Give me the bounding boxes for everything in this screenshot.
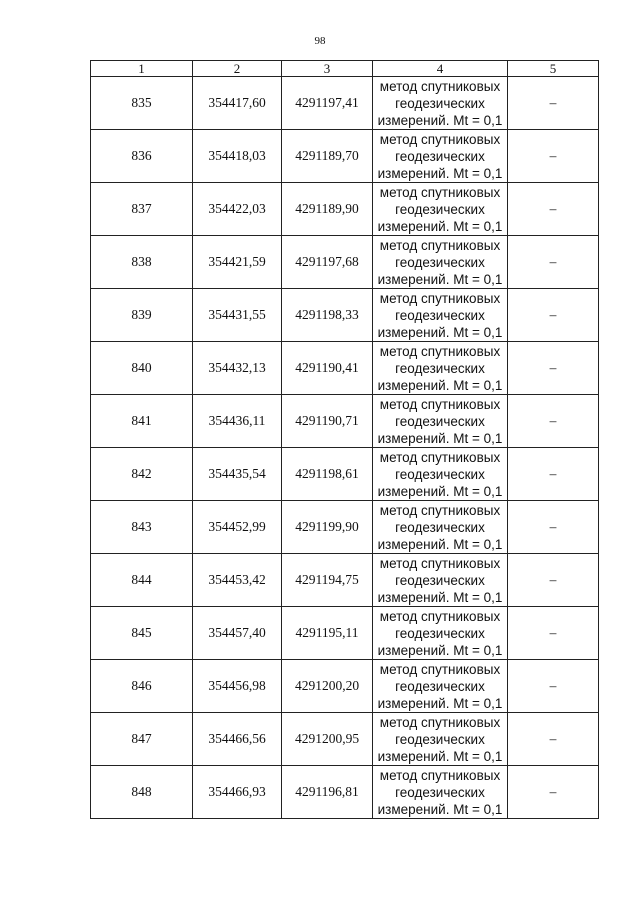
method-cell — [373, 183, 508, 236]
table-row — [91, 183, 599, 236]
y-coordinate-cell: 4291189,90 — [282, 183, 373, 236]
method-cell — [373, 130, 508, 183]
point-number-cell: 841 — [91, 395, 193, 448]
method-line: геодезических — [395, 466, 485, 482]
column-header-2: 2 — [193, 61, 282, 77]
method-line: геодезических — [395, 784, 485, 800]
method-line: метод спутниковых — [379, 131, 501, 147]
method-line: метод спутниковых — [379, 608, 501, 624]
method-line: геодезических — [395, 625, 485, 641]
method-line: геодезических — [395, 148, 485, 164]
note-cell: – — [508, 289, 599, 342]
x-coordinate-cell: 354418,03 — [193, 130, 282, 183]
method-cell — [373, 342, 508, 395]
note-cell: – — [508, 607, 599, 660]
method-line: измерений. Mt = 0,1 — [377, 748, 503, 764]
table-row — [91, 554, 599, 607]
method-line: метод спутниковых — [379, 184, 501, 200]
y-coordinate-cell: 4291189,70 — [282, 130, 373, 183]
note-cell: – — [508, 660, 599, 713]
table-row — [91, 660, 599, 713]
y-coordinate-cell: 4291190,71 — [282, 395, 373, 448]
method-cell — [373, 448, 508, 501]
point-number-cell: 840 — [91, 342, 193, 395]
point-number-cell: 846 — [91, 660, 193, 713]
coordinates-table — [90, 60, 599, 819]
note-cell: – — [508, 395, 599, 448]
table-row — [91, 342, 599, 395]
table-row — [91, 607, 599, 660]
method-line: геодезических — [395, 254, 485, 270]
x-coordinate-cell: 354432,13 — [193, 342, 282, 395]
column-header-5: 5 — [508, 61, 599, 77]
point-number-cell: 837 — [91, 183, 193, 236]
x-coordinate-cell: 354457,40 — [193, 607, 282, 660]
note-cell: – — [508, 448, 599, 501]
x-coordinate-cell: 354453,42 — [193, 554, 282, 607]
point-number-cell: 845 — [91, 607, 193, 660]
method-line: геодезических — [395, 572, 485, 588]
table-row — [91, 448, 599, 501]
method-line: измерений. Mt = 0,1 — [377, 218, 503, 234]
y-coordinate-cell: 4291200,20 — [282, 660, 373, 713]
method-line: метод спутниковых — [379, 290, 501, 306]
point-number-cell: 838 — [91, 236, 193, 289]
method-line: метод спутниковых — [379, 396, 501, 412]
y-coordinate-cell: 4291198,33 — [282, 289, 373, 342]
method-line: измерений. Mt = 0,1 — [377, 536, 503, 552]
note-cell: – — [508, 183, 599, 236]
note-cell: – — [508, 554, 599, 607]
page-number: 98 — [314, 35, 326, 47]
method-line: геодезических — [395, 95, 485, 111]
method-line: измерений. Mt = 0,1 — [377, 165, 503, 181]
x-coordinate-cell: 354452,99 — [193, 501, 282, 554]
method-line: метод спутниковых — [379, 555, 501, 571]
note-cell: – — [508, 77, 599, 130]
table-row — [91, 289, 599, 342]
x-coordinate-cell: 354466,93 — [193, 766, 282, 819]
note-cell: – — [508, 342, 599, 395]
y-coordinate-cell: 4291198,61 — [282, 448, 373, 501]
table-row — [91, 77, 599, 130]
y-coordinate-cell: 4291194,75 — [282, 554, 373, 607]
method-line: измерений. Mt = 0,1 — [377, 483, 503, 499]
note-cell: – — [508, 236, 599, 289]
x-coordinate-cell: 354431,55 — [193, 289, 282, 342]
method-cell — [373, 236, 508, 289]
x-coordinate-cell: 354435,54 — [193, 448, 282, 501]
table-row — [91, 713, 599, 766]
x-coordinate-cell: 354421,59 — [193, 236, 282, 289]
y-coordinate-cell: 4291200,95 — [282, 713, 373, 766]
y-coordinate-cell: 4291197,41 — [282, 77, 373, 130]
method-line: метод спутниковых — [379, 767, 501, 783]
method-line: измерений. Mt = 0,1 — [377, 112, 503, 128]
table-row — [91, 236, 599, 289]
table-row — [91, 766, 599, 819]
table-row — [91, 501, 599, 554]
method-line: измерений. Mt = 0,1 — [377, 801, 503, 817]
method-line: метод спутниковых — [379, 78, 501, 94]
table-row — [91, 130, 599, 183]
method-line: метод спутниковых — [379, 661, 501, 677]
method-line: измерений. Mt = 0,1 — [377, 695, 503, 711]
method-line: метод спутниковых — [379, 714, 501, 730]
method-line: метод спутниковых — [379, 449, 501, 465]
method-line: геодезических — [395, 519, 485, 535]
method-cell — [373, 766, 508, 819]
y-coordinate-cell: 4291195,11 — [282, 607, 373, 660]
method-cell — [373, 77, 508, 130]
x-coordinate-cell: 354422,03 — [193, 183, 282, 236]
method-line: метод спутниковых — [379, 343, 501, 359]
method-line: геодезических — [395, 201, 485, 217]
point-number-cell: 848 — [91, 766, 193, 819]
method-cell — [373, 660, 508, 713]
table-body — [91, 77, 599, 819]
method-line: измерений. Mt = 0,1 — [377, 324, 503, 340]
point-number-cell: 835 — [91, 77, 193, 130]
x-coordinate-cell: 354466,56 — [193, 713, 282, 766]
method-line: метод спутниковых — [379, 502, 501, 518]
x-coordinate-cell: 354456,98 — [193, 660, 282, 713]
column-header-3: 3 — [282, 61, 373, 77]
table-row — [91, 395, 599, 448]
method-line: измерений. Mt = 0,1 — [377, 271, 503, 287]
method-line: геодезических — [395, 731, 485, 747]
method-line: измерений. Mt = 0,1 — [377, 589, 503, 605]
note-cell: – — [508, 766, 599, 819]
y-coordinate-cell: 4291197,68 — [282, 236, 373, 289]
y-coordinate-cell: 4291199,90 — [282, 501, 373, 554]
point-number-cell: 842 — [91, 448, 193, 501]
header-row — [91, 61, 599, 77]
method-cell — [373, 501, 508, 554]
method-cell — [373, 289, 508, 342]
method-line: метод спутниковых — [379, 237, 501, 253]
method-line: измерений. Mt = 0,1 — [377, 642, 503, 658]
method-line: измерений. Mt = 0,1 — [377, 430, 503, 446]
note-cell: – — [508, 130, 599, 183]
column-header-1: 1 — [91, 61, 193, 77]
method-line: геодезических — [395, 360, 485, 376]
method-line: измерений. Mt = 0,1 — [377, 377, 503, 393]
y-coordinate-cell: 4291196,81 — [282, 766, 373, 819]
x-coordinate-cell: 354417,60 — [193, 77, 282, 130]
method-cell — [373, 395, 508, 448]
x-coordinate-cell: 354436,11 — [193, 395, 282, 448]
note-cell: – — [508, 713, 599, 766]
y-coordinate-cell: 4291190,41 — [282, 342, 373, 395]
method-line: геодезических — [395, 678, 485, 694]
point-number-cell: 839 — [91, 289, 193, 342]
note-cell: – — [508, 501, 599, 554]
method-line: геодезических — [395, 307, 485, 323]
method-cell — [373, 607, 508, 660]
point-number-cell: 843 — [91, 501, 193, 554]
method-cell — [373, 713, 508, 766]
method-cell — [373, 554, 508, 607]
method-line: геодезических — [395, 413, 485, 429]
point-number-cell: 844 — [91, 554, 193, 607]
column-header-4: 4 — [373, 61, 508, 77]
point-number-cell: 836 — [91, 130, 193, 183]
point-number-cell: 847 — [91, 713, 193, 766]
